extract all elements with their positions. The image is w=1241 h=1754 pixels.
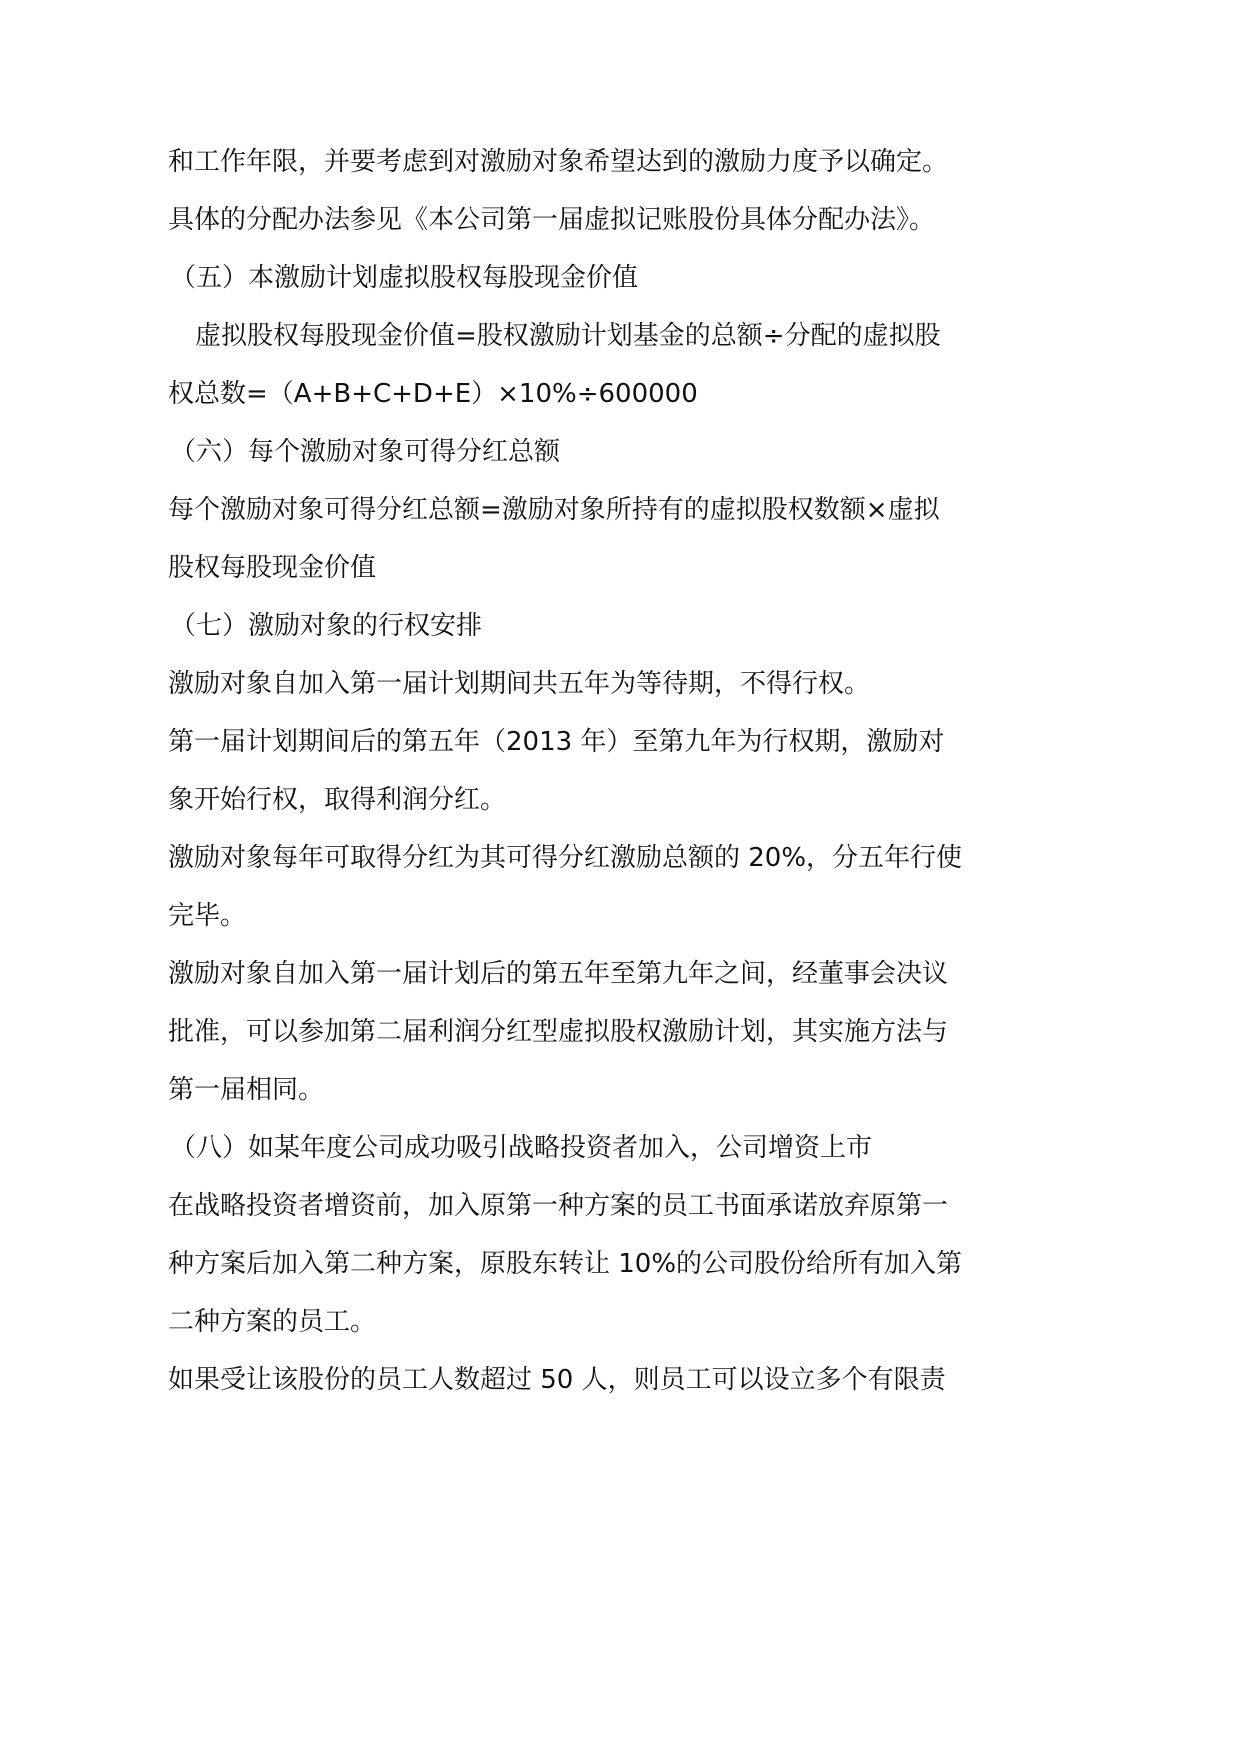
text-line: 完毕。 <box>168 901 247 931</box>
text-line: 种方案后加入第二种方案，原股东转让 10%的公司股份给所有加入第 <box>168 1249 963 1279</box>
section-heading: （六）每个激励对象可得分红总额 <box>170 437 561 467</box>
text-line: 股权每股现金价值 <box>168 553 377 583</box>
formula-line: 权总数=（A+B+C+D+E）×10%÷600000 <box>168 379 698 409</box>
text-line: 第一届计划期间后的第五年（2013 年）至第九年为行权期，激励对 <box>168 727 945 757</box>
text-line: 批准，可以参加第二届利润分红型虚拟股权激励计划，其实施方法与 <box>168 1017 949 1047</box>
text-line: 第一届相同。 <box>168 1075 325 1105</box>
text-line: 具体的分配办法参见《本公司第一届虚拟记账股份具体分配办法》。 <box>168 205 936 235</box>
text-line: 和工作年限，并要考虑到对激励对象希望达到的激励力度予以确定。 <box>168 147 949 177</box>
text-line: 象开始行权，取得利润分红。 <box>168 785 507 815</box>
text-line: 激励对象每年可取得分红为其可得分红激励总额的 20%，分五年行使 <box>168 843 963 873</box>
section-heading: （七）激励对象的行权安排 <box>170 611 483 641</box>
text-line: 在战略投资者增资前，加入原第一种方案的员工书面承诺放弃原第一 <box>168 1191 949 1221</box>
text-line: 每个激励对象可得分红总额=激励对象所持有的虚拟股权数额×虚拟 <box>168 495 940 525</box>
text-line: 激励对象自加入第一届计划后的第五年至第九年之间，经董事会决议 <box>168 959 949 989</box>
text-line: 二种方案的员工。 <box>168 1307 377 1337</box>
section-heading: （八）如某年度公司成功吸引战略投资者加入，公司增资上市 <box>170 1133 873 1163</box>
text-line: 如果受让该股份的员工人数超过 50 人，则员工可以设立多个有限责 <box>168 1365 946 1395</box>
text-line: 激励对象自加入第一届计划期间共五年为等待期，不得行权。 <box>168 669 871 699</box>
section-heading: （五）本激励计划虚拟股权每股现金价值 <box>170 263 639 293</box>
text-line: 虚拟股权每股现金价值=股权激励计划基金的总额÷分配的虚拟股 <box>195 321 941 351</box>
